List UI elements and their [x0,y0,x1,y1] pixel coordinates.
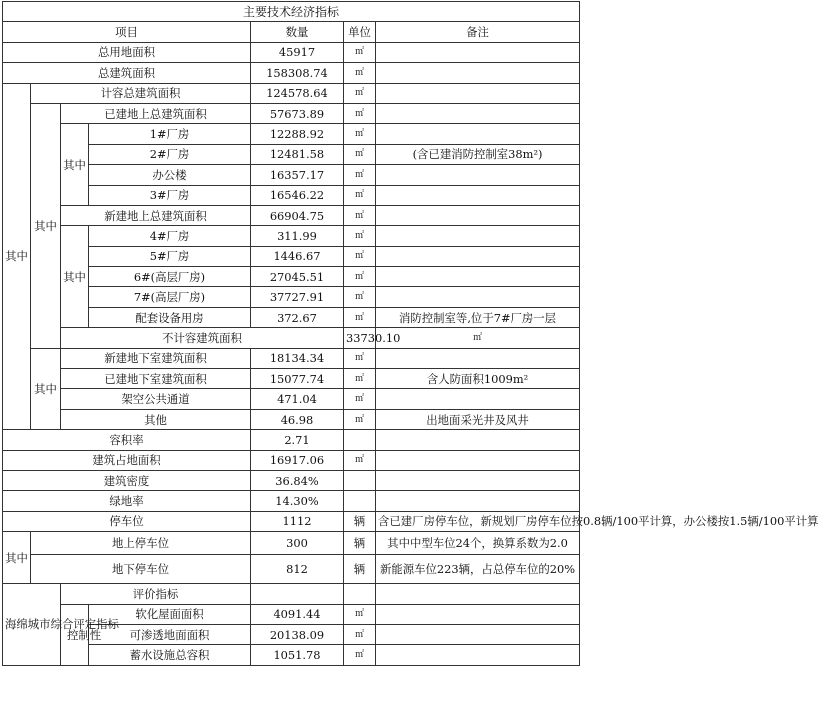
row-note [376,645,580,665]
row-note [376,185,580,205]
row-label: 2#厂房 [89,144,251,164]
row-label: 建筑占地面积 [3,450,251,470]
row-unit [344,430,376,450]
row-note [376,604,580,624]
row-qty: 1112 [251,511,344,531]
table-row [3,584,580,604]
row-label: 软化屋面面积 [89,604,251,624]
row-qty: 2.71 [251,430,344,450]
table-row [3,645,580,665]
row-qty: 37727.91 [251,287,344,307]
row-note [376,584,580,604]
row-qty: 45917 [251,42,344,62]
row-qty: 16917.06 [251,450,344,470]
row-note [376,491,580,511]
row-unit: 辆 [344,532,376,555]
row-note [376,205,580,225]
row-label: 新建地上总建筑面积 [61,205,251,225]
row-label: 已建地下室建筑面积 [61,369,251,389]
row-unit: ㎡ [344,287,376,307]
row-unit: ㎡ [344,205,376,225]
row-note [376,124,580,144]
row-label: 配套设备用房 [89,307,251,327]
row-note [376,624,580,644]
row-label: 1#厂房 [89,124,251,144]
row-label: 地上停车位 [31,532,251,555]
table-row [3,226,580,246]
row-unit: ㎡ [344,348,376,368]
tech-economic-table [2,1,819,666]
row-unit: ㎡ [376,328,580,348]
row-label: 新建地下室建筑面积 [61,348,251,368]
row-note: 含已建厂房停车位，新规划厂房停车位按0.8辆/100平计算，办公楼按1.5辆/100平计算 [376,511,580,531]
row-qty: 372.67 [251,307,344,327]
row-qty: 18134.34 [251,348,344,368]
header-item: 项目 [3,22,251,42]
table-title: 主要技术经济指标 [3,2,580,22]
row-unit: ㎡ [344,267,376,287]
row-unit: 辆 [344,511,376,531]
row-label: 不计容建筑面积 [61,328,344,348]
table-row [3,205,580,225]
row-qty: 812 [251,555,344,584]
header-note: 备注 [376,22,580,42]
row-note [376,470,580,490]
row-qty: 36.84% [251,470,344,490]
row-note: 含人防面积1009m² [376,369,580,389]
group-label-qizhong: 其中 [3,532,31,584]
subsub-label-qizhong: 其中 [61,124,89,206]
row-qty: 16357.17 [251,165,344,185]
row-label: 计容总建筑面积 [31,83,251,103]
row-qty: 12288.92 [251,124,344,144]
table-row [3,287,580,307]
control-label: 控制性 [61,604,89,665]
row-unit [344,470,376,490]
row-label: 总建筑面积 [3,63,251,83]
row-label: 办公楼 [89,165,251,185]
row-note: (含已建消防控制室38m²) [376,144,580,164]
group-label-qizhong: 其中 [3,83,31,430]
row-unit: ㎡ [344,185,376,205]
subgroup-label-qizhong: 其中 [31,348,61,430]
subgroup-label-qizhong: 其中 [31,103,61,348]
row-unit [344,584,376,604]
table-row [3,185,580,205]
row-note: 出地面采光井及风井 [376,409,580,429]
row-note [376,246,580,266]
subsub-label-qizhong: 其中 [61,226,89,328]
row-qty: 57673.89 [251,103,344,123]
row-note [376,63,580,83]
row-unit [344,491,376,511]
row-unit: ㎡ [344,124,376,144]
row-note: 消防控制室等,位于7#厂房一层 [376,307,580,327]
row-note [376,83,580,103]
table-row [3,430,580,450]
header-qty: 数量 [251,22,344,42]
row-qty: 15077.74 [251,369,344,389]
table-row [3,42,580,62]
header-unit: 单位 [344,22,376,42]
table-row [3,246,580,266]
row-label: 停车位 [3,511,251,531]
row-qty: 1051.78 [251,645,344,665]
row-note [376,103,580,123]
row-unit: ㎡ [344,144,376,164]
table-row [3,144,580,164]
table-row [3,267,580,287]
row-label: 绿地率 [3,491,251,511]
row-unit: ㎡ [344,645,376,665]
row-qty: 46.98 [251,409,344,429]
row-note [376,226,580,246]
row-unit: ㎡ [344,103,376,123]
row-qty: 158308.74 [251,63,344,83]
row-label: 蓄水设施总容积 [89,645,251,665]
row-qty: 14.30% [251,491,344,511]
row-unit: ㎡ [344,165,376,185]
row-qty: 20138.09 [251,624,344,644]
row-note [376,165,580,185]
table-row [3,369,580,389]
row-label: 已建地上总建筑面积 [61,103,251,123]
row-unit: ㎡ [344,624,376,644]
table-row [3,103,580,123]
row-unit: ㎡ [344,604,376,624]
table-row [3,470,580,490]
row-unit: ㎡ [344,389,376,409]
row-unit: ㎡ [344,307,376,327]
row-note [376,267,580,287]
row-label: 5#厂房 [89,246,251,266]
row-unit: ㎡ [344,42,376,62]
row-label: 建筑密度 [3,470,251,490]
row-qty: 471.04 [251,389,344,409]
row-note [376,430,580,450]
row-unit: ㎡ [344,226,376,246]
row-note [376,389,580,409]
sponge-city-label: 海绵城市综合评定指标 [3,584,61,666]
row-note: 新能源车位223辆，占总停车位的20% [376,555,580,584]
row-label: 容积率 [3,430,251,450]
row-label: 4#厂房 [89,226,251,246]
row-unit: ㎡ [344,409,376,429]
table-row [3,83,580,103]
row-qty: 12481.58 [251,144,344,164]
row-label: 6#(高层厂房) [89,267,251,287]
row-label: 其他 [61,409,251,429]
row-qty: 300 [251,532,344,555]
table-row [3,491,580,511]
row-note [376,42,580,62]
table-row [3,348,580,368]
table-row [3,532,580,555]
row-qty: 33730.10 [344,328,376,348]
table-row [3,389,580,409]
table-row [3,409,580,429]
row-label: 7#(高层厂房) [89,287,251,307]
table-row [3,555,580,584]
row-note [376,287,580,307]
row-label: 架空公共通道 [61,389,251,409]
table-row [3,328,580,348]
row-note [376,348,580,368]
table-row [3,511,580,531]
header-row [3,22,580,42]
table-row [3,307,580,327]
table-row [3,124,580,144]
row-unit: ㎡ [344,83,376,103]
table-row [3,165,580,185]
row-unit: ㎡ [344,369,376,389]
row-qty: 16546.22 [251,185,344,205]
table-row [3,450,580,470]
row-label: 地下停车位 [31,555,251,584]
row-qty: 66904.75 [251,205,344,225]
row-note [376,450,580,470]
row-label: 总用地面积 [3,42,251,62]
title-row [3,2,580,22]
row-qty: 311.99 [251,226,344,246]
row-unit: 辆 [344,555,376,584]
row-qty: 1446.67 [251,246,344,266]
row-label: 评价指标 [61,584,251,604]
row-qty: 27045.51 [251,267,344,287]
table-row [3,63,580,83]
row-qty: 124578.64 [251,83,344,103]
row-qty: 4091.44 [251,604,344,624]
row-unit: ㎡ [344,450,376,470]
row-unit: ㎡ [344,63,376,83]
row-unit: ㎡ [344,246,376,266]
row-label: 可渗透地面面积 [89,624,251,644]
row-qty [251,584,344,604]
row-label: 3#厂房 [89,185,251,205]
row-note: 其中中型车位24个，换算系数为2.0 [376,532,580,555]
